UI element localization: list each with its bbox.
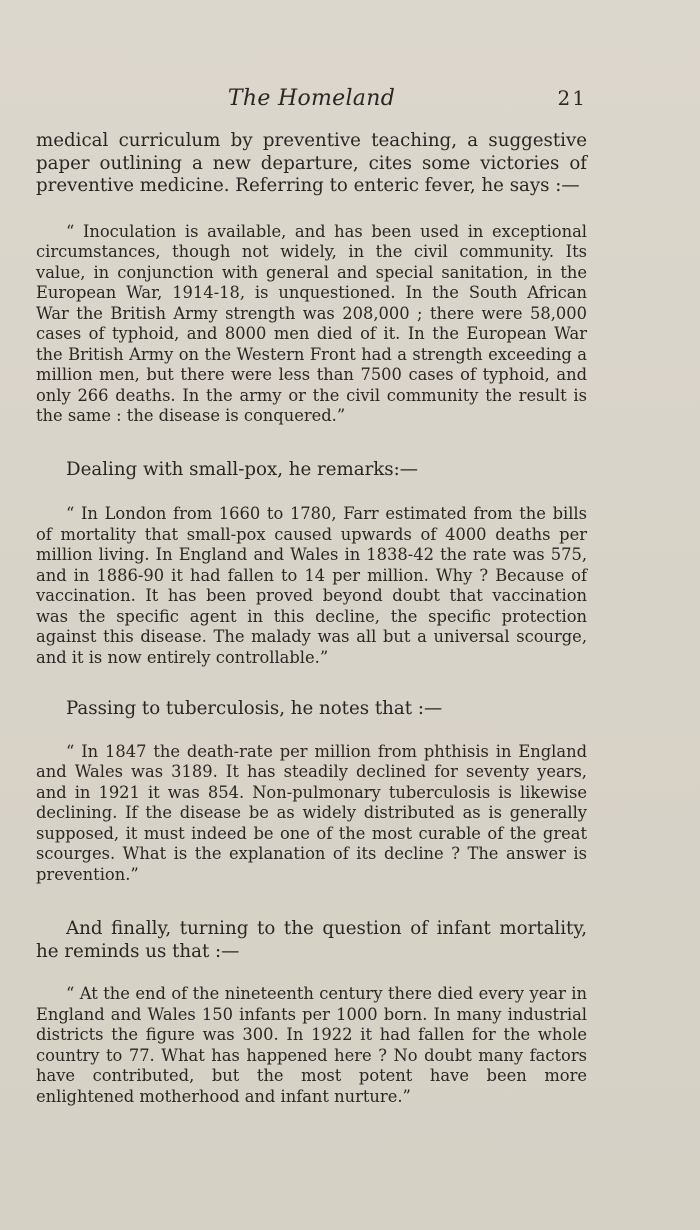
- paragraph-small-pox-intro: Dealing with small-pox, he remarks:—: [66, 458, 418, 480]
- quote-tuberculosis: “ In 1847 the death-rate per million from phthisis in England and Wales was 3189. It has steadily declined for seventy years, and in 1921 it was 854. Non-pulmonary tuberculosis is likewise declining. If the disease be as widely distributed as is generally supposed, it must indeed be one of the most curable of the great scourges. What is the explanation of its decline ? The answer is prevention.”: [36, 741, 587, 884]
- quote-enteric-fever: “ Inoculation is available, and has been used in exceptional circumstances, though not widely, in the civil community. Its value, in conjunction with general and special sanitation, in the European War, 1914-18, is unquestioned. In the South African War the British Army strength was 208,000 ; there were 58,000 cases of typhoid, and 8000 men died of it. In the European War the British Army on the Western Front had a strength exceeding a million men, but there were less than 7500 cases of typhoid, and only 266 deaths. In the army or the civil community the result is the same : the disease is conquered.”: [36, 221, 587, 425]
- paragraph-intro: medical curriculum by preventive teaching, a suggestive paper outlining a new departure, cites some victories of preventive medicine. Referring to enteric fever, he says :—: [36, 130, 587, 196]
- quote-small-pox: “ In London from 1660 to 1780, Farr estimated from the bills of mortality that small-pox caused upwards of 4000 deaths per million living. In England and Wales in 1838-42 the rate was 575, and in 1886-90 it had fallen to 14 per million. Why ? Because of vaccination. It has been proved beyond doubt that vaccination was the specific agent in this decline, the specific protection against this disease. The malady was all but a universal scourge, and it is now entirely controllable.”: [36, 504, 587, 667]
- paragraph-tuberculosis-intro: Passing to tuberculosis, he notes that :—: [66, 698, 443, 719]
- page-number: 21: [557, 86, 587, 110]
- page-header: [36, 86, 587, 116]
- paragraph-infant-mortality-intro: And finally, turning to the question of infant mortality, he reminds us that :—: [36, 918, 587, 962]
- page-body: [36, 130, 587, 1107]
- quote-infant-mortality: “ At the end of the nineteenth century there died every year in England and Wales 150 infants per 1000 born. In many industrial districts the figure was 300. In 1922 it had fallen for the whole country to 77. What has happened here ? No doubt many factors have contributed, but the most potent have been more enlightened motherhood and infant nurture.”: [36, 984, 587, 1106]
- running-title: The Homeland: [227, 86, 396, 111]
